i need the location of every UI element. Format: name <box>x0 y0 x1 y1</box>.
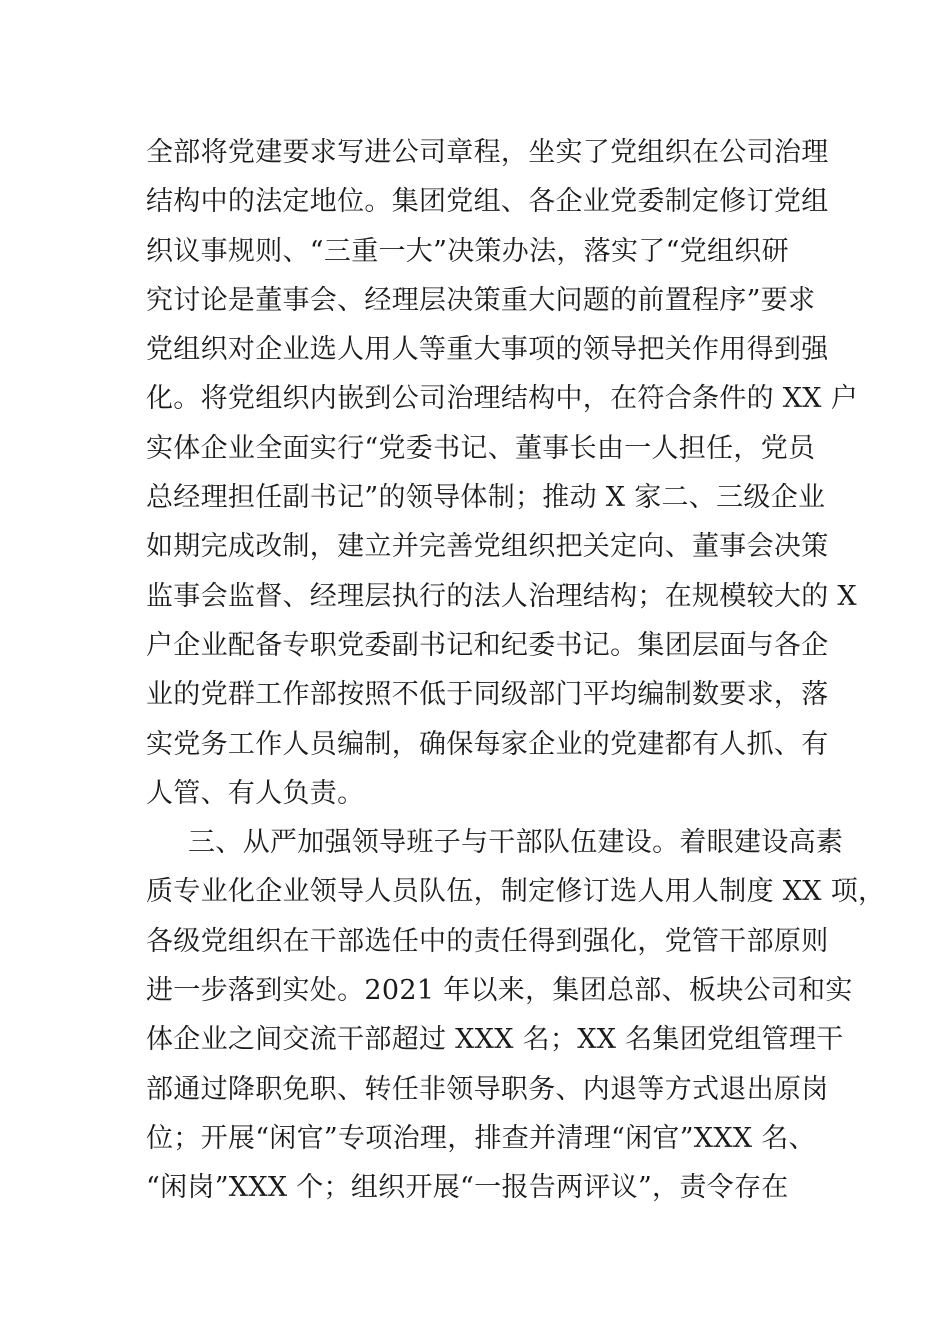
text-line: 体企业之间交流干部超过 XXX 名；XX 名集团党组管理干 <box>146 1024 844 1056</box>
body-text <box>146 128 886 1213</box>
text-line: 进一步落到实处。2021 年以来，集团总部、板块公司和实 <box>146 975 853 1007</box>
text-line: 总经理担任副书记”的领导体制；推动 X 家二、三级企业 <box>146 482 826 514</box>
text-line: 位；开展“闲官”专项治理，排查并清理“闲官”XXX 名、 <box>146 1122 816 1154</box>
text-line: 质专业化企业领导人员队伍，制定修订选人用人制度 XX 项， <box>146 876 886 908</box>
text-line: 各级党组织在干部选任中的责任得到强化，党管干部原则 <box>146 925 829 957</box>
text-line: 化。将党组织内嵌到公司治理结构中，在符合条件的 XX 户 <box>146 383 859 415</box>
text-line: 实体企业全面实行“党委书记、董事长由一人担任，党员 <box>146 432 816 464</box>
text-line: 部通过降职免职、转任非领导职务、内退等方式退出原岗 <box>146 1073 829 1105</box>
text-line: “闲岗”XXX 个；组织开展“一报告两评议”，责令存在 <box>146 1172 789 1204</box>
text-line: 人管、有人负责。 <box>146 777 365 809</box>
text-line: 如期完成改制，建立并完善党组织把关定向、董事会决策 <box>146 531 829 563</box>
text-line: 业的党群工作部按照不低于同级部门平均编制数要求，落 <box>146 679 829 711</box>
text-line: 户企业配备专职党委副书记和纪委书记。集团层面与各企 <box>146 629 829 661</box>
section-heading-line: 三、从严加强领导班子与干部队伍建设。着眼建设高素 <box>188 827 844 859</box>
text-line: 实党务工作人员编制，确保每家企业的党建都有人抓、有 <box>146 728 829 760</box>
text-line: 织议事规则、“三重一大”决策办法，落实了“党组织研 <box>146 235 789 267</box>
text-line: 究讨论是董事会、经理层决策重大问题的前置程序”要求 <box>146 284 816 316</box>
text-line: 全部将党建要求写进公司章程，坐实了党组织在公司治理 <box>146 137 829 168</box>
text-line: 结构中的法定地位。集团党组、各企业党委制定修订党组 <box>146 186 829 218</box>
text-line: 监事会监督、经理层执行的法人治理结构；在规模较大的 X <box>146 580 857 612</box>
text-line: 党组织对企业选人用人等重大事项的领导把关作用得到强 <box>146 334 829 366</box>
